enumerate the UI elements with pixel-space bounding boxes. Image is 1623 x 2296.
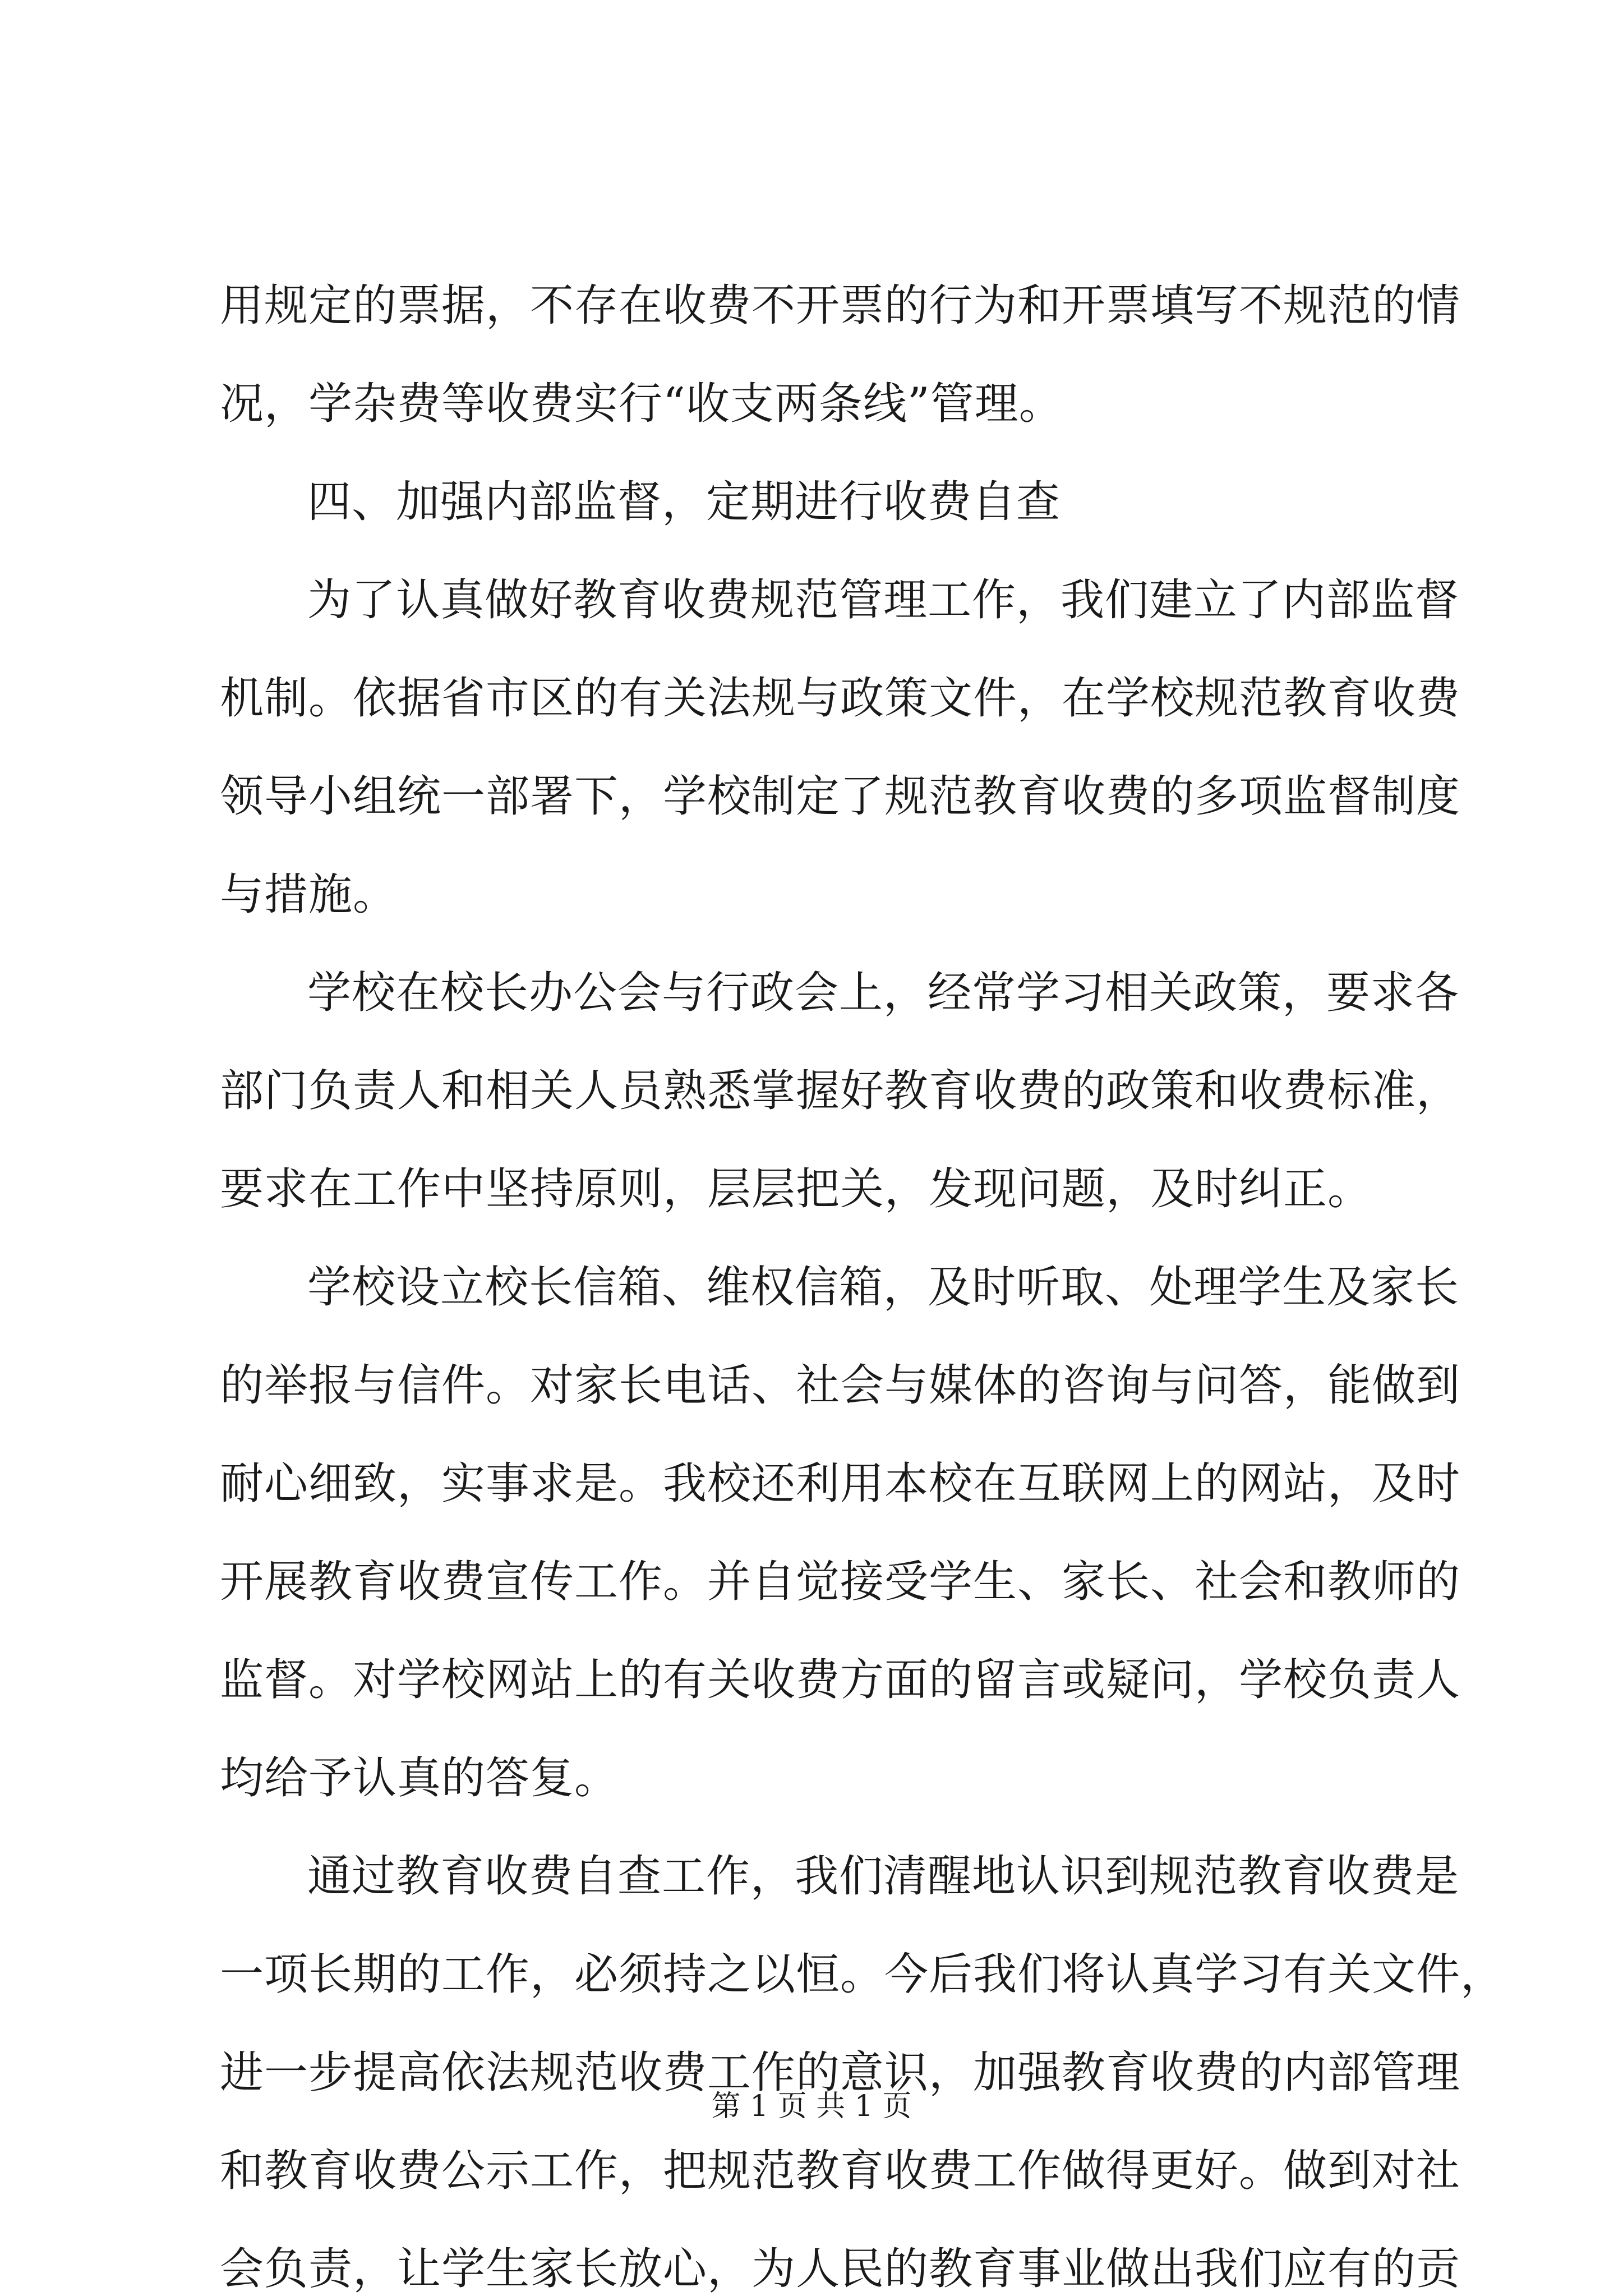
text-line-14: 开展教育收费宣传工作。并自觉接受学生、家长、社会和教师的 — [220, 1557, 1461, 1607]
text-line-7: 与措施。 — [220, 869, 398, 920]
text-line-18: 一项长期的工作，必须持之以恒。今后我们将认真学习有关文件， — [220, 1949, 1505, 2000]
document-body — [220, 280, 1505, 2294]
text-line-6: 领导小组统一部署下，学校制定了规范教育收费的多项监督制度 — [220, 771, 1461, 822]
text-line-15: 监督。对学校网站上的有关收费方面的留言或疑问，学校负责人 — [220, 1655, 1461, 1705]
text-line-17: 通过教育收费自查工作，我们清醒地认识到规范教育收费是 — [307, 1851, 1460, 1902]
text-line-2: 况，学杂费等收费实行“收支两条线”管理。 — [220, 379, 1063, 429]
text-line-19: 进一步提高依法规范收费工作的意识，加强教育收费的内部管理 — [220, 2047, 1461, 2098]
text-line-5: 机制。依据省市区的有关法规与政策文件，在学校规范教育收费 — [220, 673, 1461, 724]
text-line-8: 学校在校长办公会与行政会上，经常学习相关政策，要求各 — [307, 968, 1460, 1018]
text-line-4: 为了认真做好教育收费规范管理工作，我们建立了内部监督 — [307, 575, 1460, 625]
text-line-20: 和教育收费公示工作，把规范教育收费工作做得更好。做到对社 — [220, 2146, 1461, 2196]
section-heading: 四、加强内部监督，定期进行收费自查 — [307, 477, 1061, 527]
text-line-10: 要求在工作中坚持原则，层层把关，发现问题，及时纠正。 — [220, 1164, 1372, 1214]
text-line-13: 耐心细致，实事求是。我校还利用本校在互联网上的网站，及时 — [220, 1458, 1461, 1509]
text-line-21: 会负责，让学生家长放心，为人民的教育事业做出我们应有的贡 — [220, 2244, 1461, 2294]
text-line-9: 部门负责人和相关人员熟悉掌握好教育收费的政策和收费标准， — [220, 1066, 1461, 1116]
text-line-1: 用规定的票据，不存在收费不开票的行为和开票填写不规范的情 — [220, 280, 1461, 331]
text-line-11: 学校设立校长信箱、维权信箱，及时听取、处理学生及家长 — [307, 1262, 1460, 1313]
text-line-12: 的举报与信件。对家长电话、社会与媒体的咨询与问答，能做到 — [220, 1360, 1461, 1411]
text-line-16: 均给予认真的答复。 — [220, 1753, 619, 1803]
page-number-footer: 第 1 页 共 1 页 — [711, 2090, 912, 2123]
